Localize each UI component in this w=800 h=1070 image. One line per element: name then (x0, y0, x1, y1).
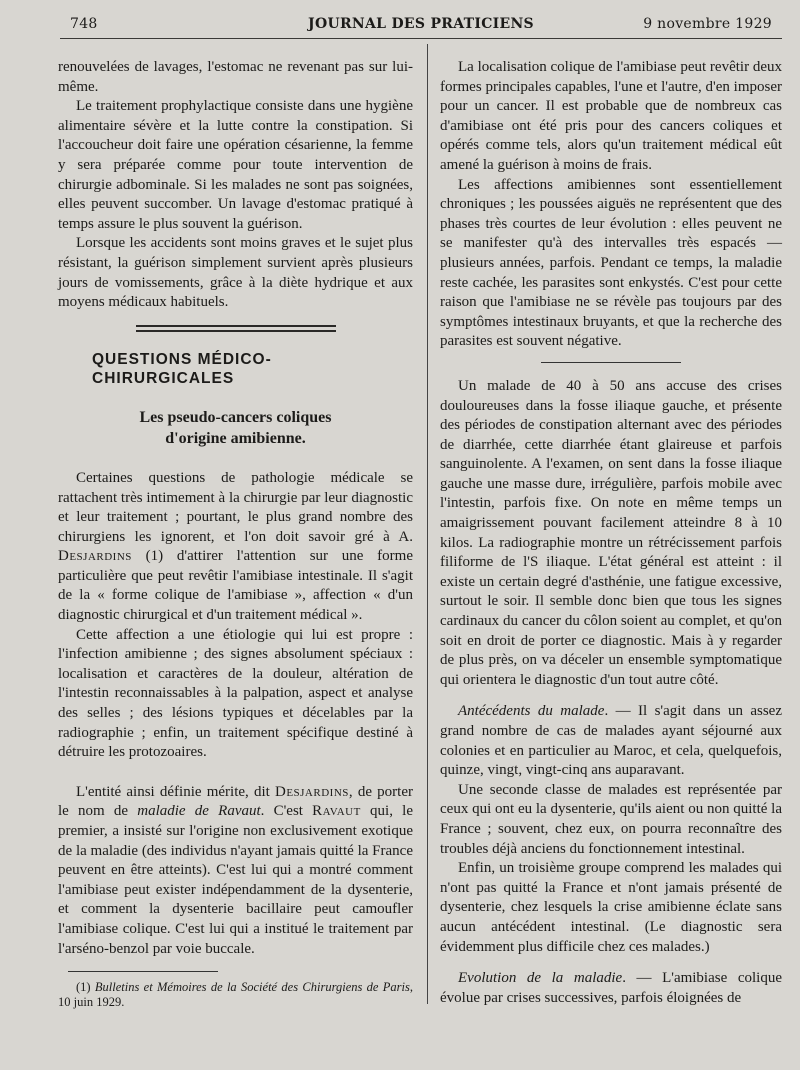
paragraph: Un malade de 40 à 50 ans accuse des crises douloureuses dans la fosse iliaque gauche, et présente des périodes de constipation alternant avec des périodes de diarrhée, cette diarrhée étant glaireuse et parfois sanguinolente. A l'examen, on sent dans la fosse iliaque gauche une masse dure, irrégulière, parfois mobile avec l'intestin, parfois fixe. On note en même temps un amaigrissement pouvant facilement atteindre 8 à 10 kilos. La radiographie montre un rétrécissement parfois filiforme de l'S iliaque. L'état général est atteint : il existe un certain degré d'asthénie, une fatigue excessive, surtout le soir. Il semble donc bien que tous les signes cardinaux du cancer du côlon soient au complet, et qu'on soit en droit de porter ce diagnostic. Mais à y regarder de plus près, on va déceler un ensemble symptomatique qui orientera le diagnostic d'un tout autre côté. (440, 377, 782, 688)
paragraph: Enfin, un troisième groupe comprend les malades qui n'ont pas quitté la France et n'ont jamais présenté de dysenterie, chez lesquels la crise amibienne éclate sans aucun antécédent intestinal. (Le diagnostic sera évidemment plus difficile chez ces malades.) (440, 860, 782, 955)
footnote: (1) Bulletins et Mémoires de la Société des Chirurgiens de Paris, 10 juin 1929. (58, 980, 414, 1010)
journal-title: JOURNAL DES PRATICIENS (308, 16, 534, 32)
separator-rule (541, 362, 681, 363)
issue-date: 9 novembre 1929 (643, 16, 772, 32)
paragraph: Certaines questions de pathologie médicale se rattachent très intimement à la chirurgie par leur diagnostic et leur traitement ; pourtant, le plus grand nombre des chirurgiens les ignorent, et l'on doit savoir gré à A. Desjardins (1) d'attirer l'attention sur une forme particulière que peut revêtir l'amibiase intestinale. Il s'agit de la « forme colique de l'amibiase », affection « d'un diagnostic chirurgical et d'un traitement médical ». (58, 469, 413, 624)
section-separator (136, 325, 336, 332)
header-rule (60, 38, 782, 39)
disease-name: maladie de Ravaut (137, 803, 261, 820)
article-title-line: Les pseudo-cancers coliques (139, 408, 332, 426)
paragraph: L'entité ainsi définie mérite, dit Desjardins, de porter le nom de maladie de Ravaut. C'est Ravaut qui, le premier, a insisté sur l'origine non exclusivement exotique de la maladie (des individus n'ayant jamais quitté la France peuvent en être atteints). C'est lui qui a montré comment l'amibiase peut exister indépendamment de la dysenterie, et comment la dysenterie bacillaire peut camoufler l'amibiase colique. C'est lui qui a institué le traitement par l'arséno-benzol par voie buccale. (58, 783, 413, 957)
footnote-rule (68, 971, 218, 972)
paragraph: Evolution de la maladie. — L'amibiase colique évolue par crises successives, parfois éloignées de (440, 970, 782, 1006)
paragraph: La localisation colique de l'amibiase peut revêtir deux formes principales capables, l'une et l'autre, d'en imposer pour un cancer. Il est probable que de nombreux cas d'amibiase ont été pris pour des cancers coliques et opérés comme tels, alors qu'un traitement médical eût amené la guérison à moins de frais. (440, 59, 782, 173)
paragraph: Antécédents du malade. — Il s'agit dans un assez grand nombre de cas de malades ayant séjourné aux colonies et en particulier au Maroc, et cela, quelquefois, quinze, vingt, vingt-cinq ans auparavant. (440, 703, 783, 779)
column-divider (427, 44, 428, 1004)
article-title-line: d'origine amibienne. (165, 429, 306, 447)
article-title (58, 407, 413, 449)
paragraph: Cette affection a une étiologie qui lui est propre : l'infection amibienne ; des signes absolument spéciaux : localisation et caractères de la douleur, altération de l'intestin reconnaissables à la palpation, aspect et analyse des selles ; des lésions typiques et décelables par la radiographie ; enfin, un traitement spécifique destiné à détruire les protozoaires. (58, 626, 413, 761)
author-name: Desjardins (274, 783, 349, 800)
paragraph: Les affections amibiennes sont essentiellement chroniques ; les poussées aiguës ne représentent que des phases très courtes de leur évolution : elles peuvent ne se manifester qu'à des intervalles très espacés — plusieurs années, parfois. Pendant ce temps, la maladie reste cachée, les parasites sont enkystés. C'est pour cette raison que l'amibiase ne se révèle pas toujours par des symptômes intestinaux bruyants, et que la recherche des parasites est souvent négative. (440, 176, 782, 350)
left-column (58, 58, 413, 1010)
paragraph: Le traitement prophylactique consiste dans une hygiène alimentaire sévère et la lutte contre la constipation. Si l'accoucheur doit faire une opération césarienne, la femme y sera préparée comme pour toute intervention de chirurgie adbominale. Si les malades ne sont pas soignées, elles peuvent succomber. Un lavage d'estomac pratiqué à temps assure le plus souvent la guérison. (58, 98, 413, 232)
right-column (440, 58, 782, 1008)
paragraph: Une seconde classe de malades est représentée par ceux qui ont eu la dysenterie, qu'ils aient ou non quitté la France ; souvent, chez eux, on pourra reconnaître des troubles déjà anciens du fonctionnement intestinal. (440, 781, 782, 857)
paragraph: Lorsque les accidents sont moins graves et le sujet plus résistant, la guérison simplement survient après plusieurs jours de vomissements, grâce à la diète hydrique et aux moyens médicaux habituels. (58, 235, 413, 311)
subheading: Antécédents du malade (458, 703, 605, 720)
subheading: Evolution de la maladie (458, 970, 623, 987)
author-name: Desjardins (58, 548, 132, 565)
paragraph: renouvelées de lavages, l'estomac ne revenant pas sur lui-même. (58, 59, 413, 95)
section-title: QUESTIONS MÉDICO-CHIRURGICALES (92, 350, 272, 388)
page-number: 748 (70, 16, 98, 32)
page-header (70, 16, 772, 38)
author-name: Ravaut (312, 803, 361, 820)
